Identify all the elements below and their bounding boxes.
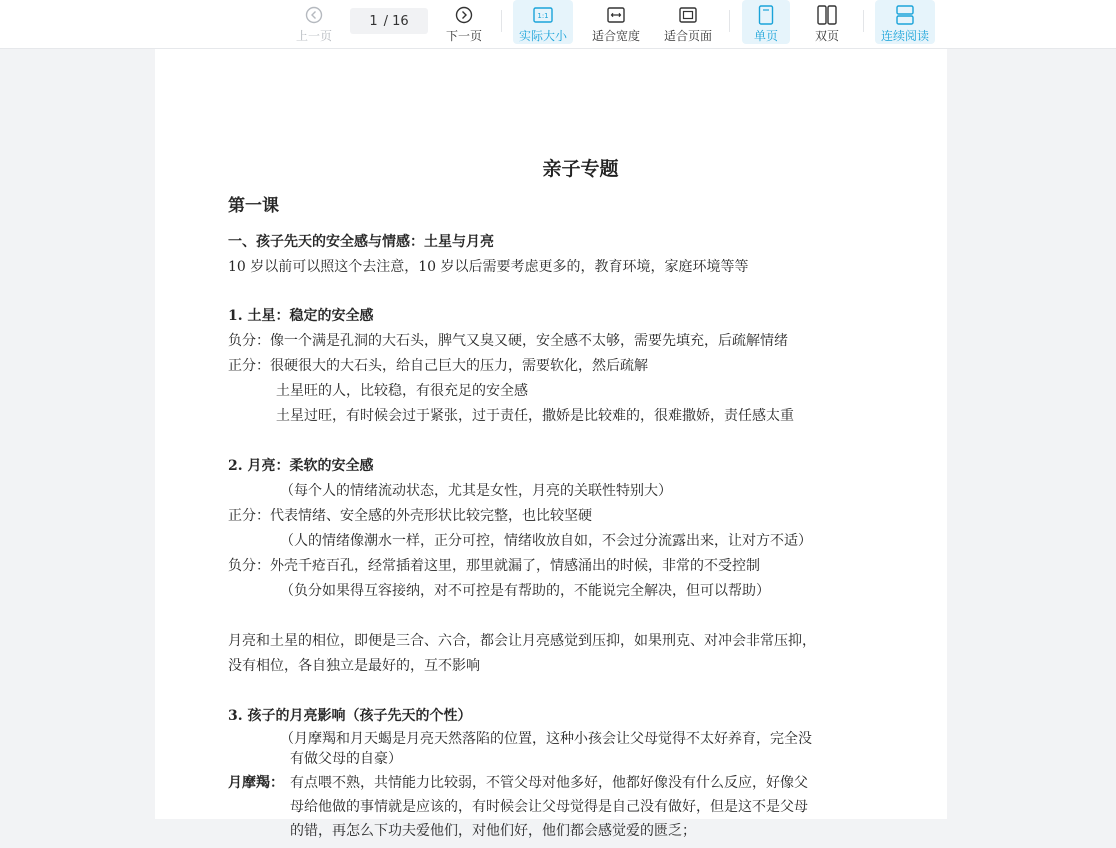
paragraph-line: 正分：代表情绪、安全感的外壳形状比较完整，也比较坚硬 xyxy=(228,508,592,524)
paragraph-line: 负分：外壳千疮百孔，经常插着这里，那里就漏了，情感涌出的时候，非常的不受控制 xyxy=(228,558,760,574)
toolbar-divider xyxy=(501,10,502,32)
paragraph-line: 正分：很硬很大的大石头，给自己巨大的压力，需要软化，然后疏解 xyxy=(228,358,648,374)
chevron-left-circle-icon xyxy=(305,4,323,26)
fit-page-button[interactable] xyxy=(659,0,717,44)
single-page-button[interactable] xyxy=(742,0,790,44)
paragraph-line: 有点喂不熟，共情能力比较弱，不管父母对他多好，他都好像没有什么反应，好像父 xyxy=(290,775,808,791)
fit-page-icon xyxy=(679,4,697,26)
page-number-input[interactable] xyxy=(350,8,428,34)
continuous-reading-icon xyxy=(895,4,915,26)
paragraph-line: （人的情绪像潮水一样，正分可控，情绪收放自如，不会过分流露出来，让对方不适） xyxy=(280,533,812,549)
paragraph-line: 母给他做的事情就是应该的，有时候会让父母觉得是自己没有做好，但是这不是父母 xyxy=(290,799,808,815)
paragraph-line: 10 岁以前可以照这个去注意，10 岁以后需要考虑更多的，教育环境，家庭环境等等 xyxy=(228,259,749,275)
paragraph-line: （每个人的情绪流动状态，尤其是女性，月亮的关联性特别大） xyxy=(280,483,672,499)
viewer-toolbar xyxy=(0,0,1116,49)
current-page: 1 xyxy=(369,13,378,29)
prev-page-button[interactable] xyxy=(292,0,336,44)
fit-page-label: 适合页面 xyxy=(663,29,712,43)
fit-width-icon xyxy=(607,4,625,26)
paragraph-line: （月摩羯和月天蝎是月亮天然落陷的位置，这种小孩会让父母觉得不太好养育，完全没 xyxy=(280,731,812,747)
section-heading: 一、孩子先天的安全感与情感：土星与月亮 xyxy=(228,234,494,250)
actual-size-icon xyxy=(533,4,553,26)
subsection-heading: 1. 土星：稳定的安全感 xyxy=(228,308,374,324)
actual-size-button[interactable] xyxy=(513,0,573,44)
toolbar-divider xyxy=(863,10,864,32)
continuous-reading-button[interactable] xyxy=(875,0,935,44)
lesson-heading: 第一课 xyxy=(228,196,279,216)
document-viewer[interactable] xyxy=(0,49,1116,848)
double-page-button[interactable] xyxy=(803,0,851,44)
paragraph-line: 没有相位，各自独立是最好的，互不影响 xyxy=(228,658,480,674)
fit-width-button[interactable] xyxy=(587,0,645,44)
paragraph-line: 土星旺的人，比较稳，有很充足的安全感 xyxy=(276,383,528,399)
toolbar-divider xyxy=(729,10,730,32)
continuous-reading-label: 连续阅读 xyxy=(880,29,929,43)
prev-page-label: 上一页 xyxy=(295,29,332,43)
single-page-icon xyxy=(758,4,774,26)
single-page-label: 单页 xyxy=(753,29,778,43)
fit-width-label: 适合宽度 xyxy=(591,29,640,43)
paragraph-line: 月亮和土星的相位，即便是三合、六合，都会让月亮感觉到压抑，如果刑克、对冲会非常压抑， xyxy=(228,633,816,649)
paragraph-line: 的错，再怎么下功夫爱他们，对他们好，他们都会感觉爱的匮乏； xyxy=(290,823,696,839)
paragraph-line: （负分如果得互容接纳，对不可控是有帮助的，不能说完全解决，但可以帮助） xyxy=(280,583,770,599)
next-page-label: 下一页 xyxy=(445,29,482,43)
document-title: 亲子专题 xyxy=(542,158,619,180)
paragraph-line: 负分：像一个满是孔洞的大石头，脾气又臭又硬，安全感不太够，需要先填充，后疏解情绪 xyxy=(228,333,788,349)
double-page-icon xyxy=(817,4,837,26)
document-page xyxy=(155,49,947,839)
chevron-right-circle-icon xyxy=(455,4,473,26)
term-label: 月摩羯： xyxy=(228,775,284,791)
paragraph-line: 有做父母的自豪） xyxy=(290,751,402,767)
actual-size-icon-text: 1:1 xyxy=(537,12,549,20)
double-page-label: 双页 xyxy=(814,29,839,43)
total-pages: / 16 xyxy=(383,13,409,29)
paragraph-line: 土星过旺，有时候会过于紧张，过于责任，撒娇是比较难的，很难撒娇，责任感太重 xyxy=(276,408,794,424)
subsection-heading: 2. 月亮：柔软的安全感 xyxy=(228,458,374,474)
actual-size-label: 实际大小 xyxy=(518,29,567,43)
subsection-heading: 3. 孩子的月亮影响（孩子先天的个性） xyxy=(228,708,472,724)
next-page-button[interactable] xyxy=(442,0,486,44)
